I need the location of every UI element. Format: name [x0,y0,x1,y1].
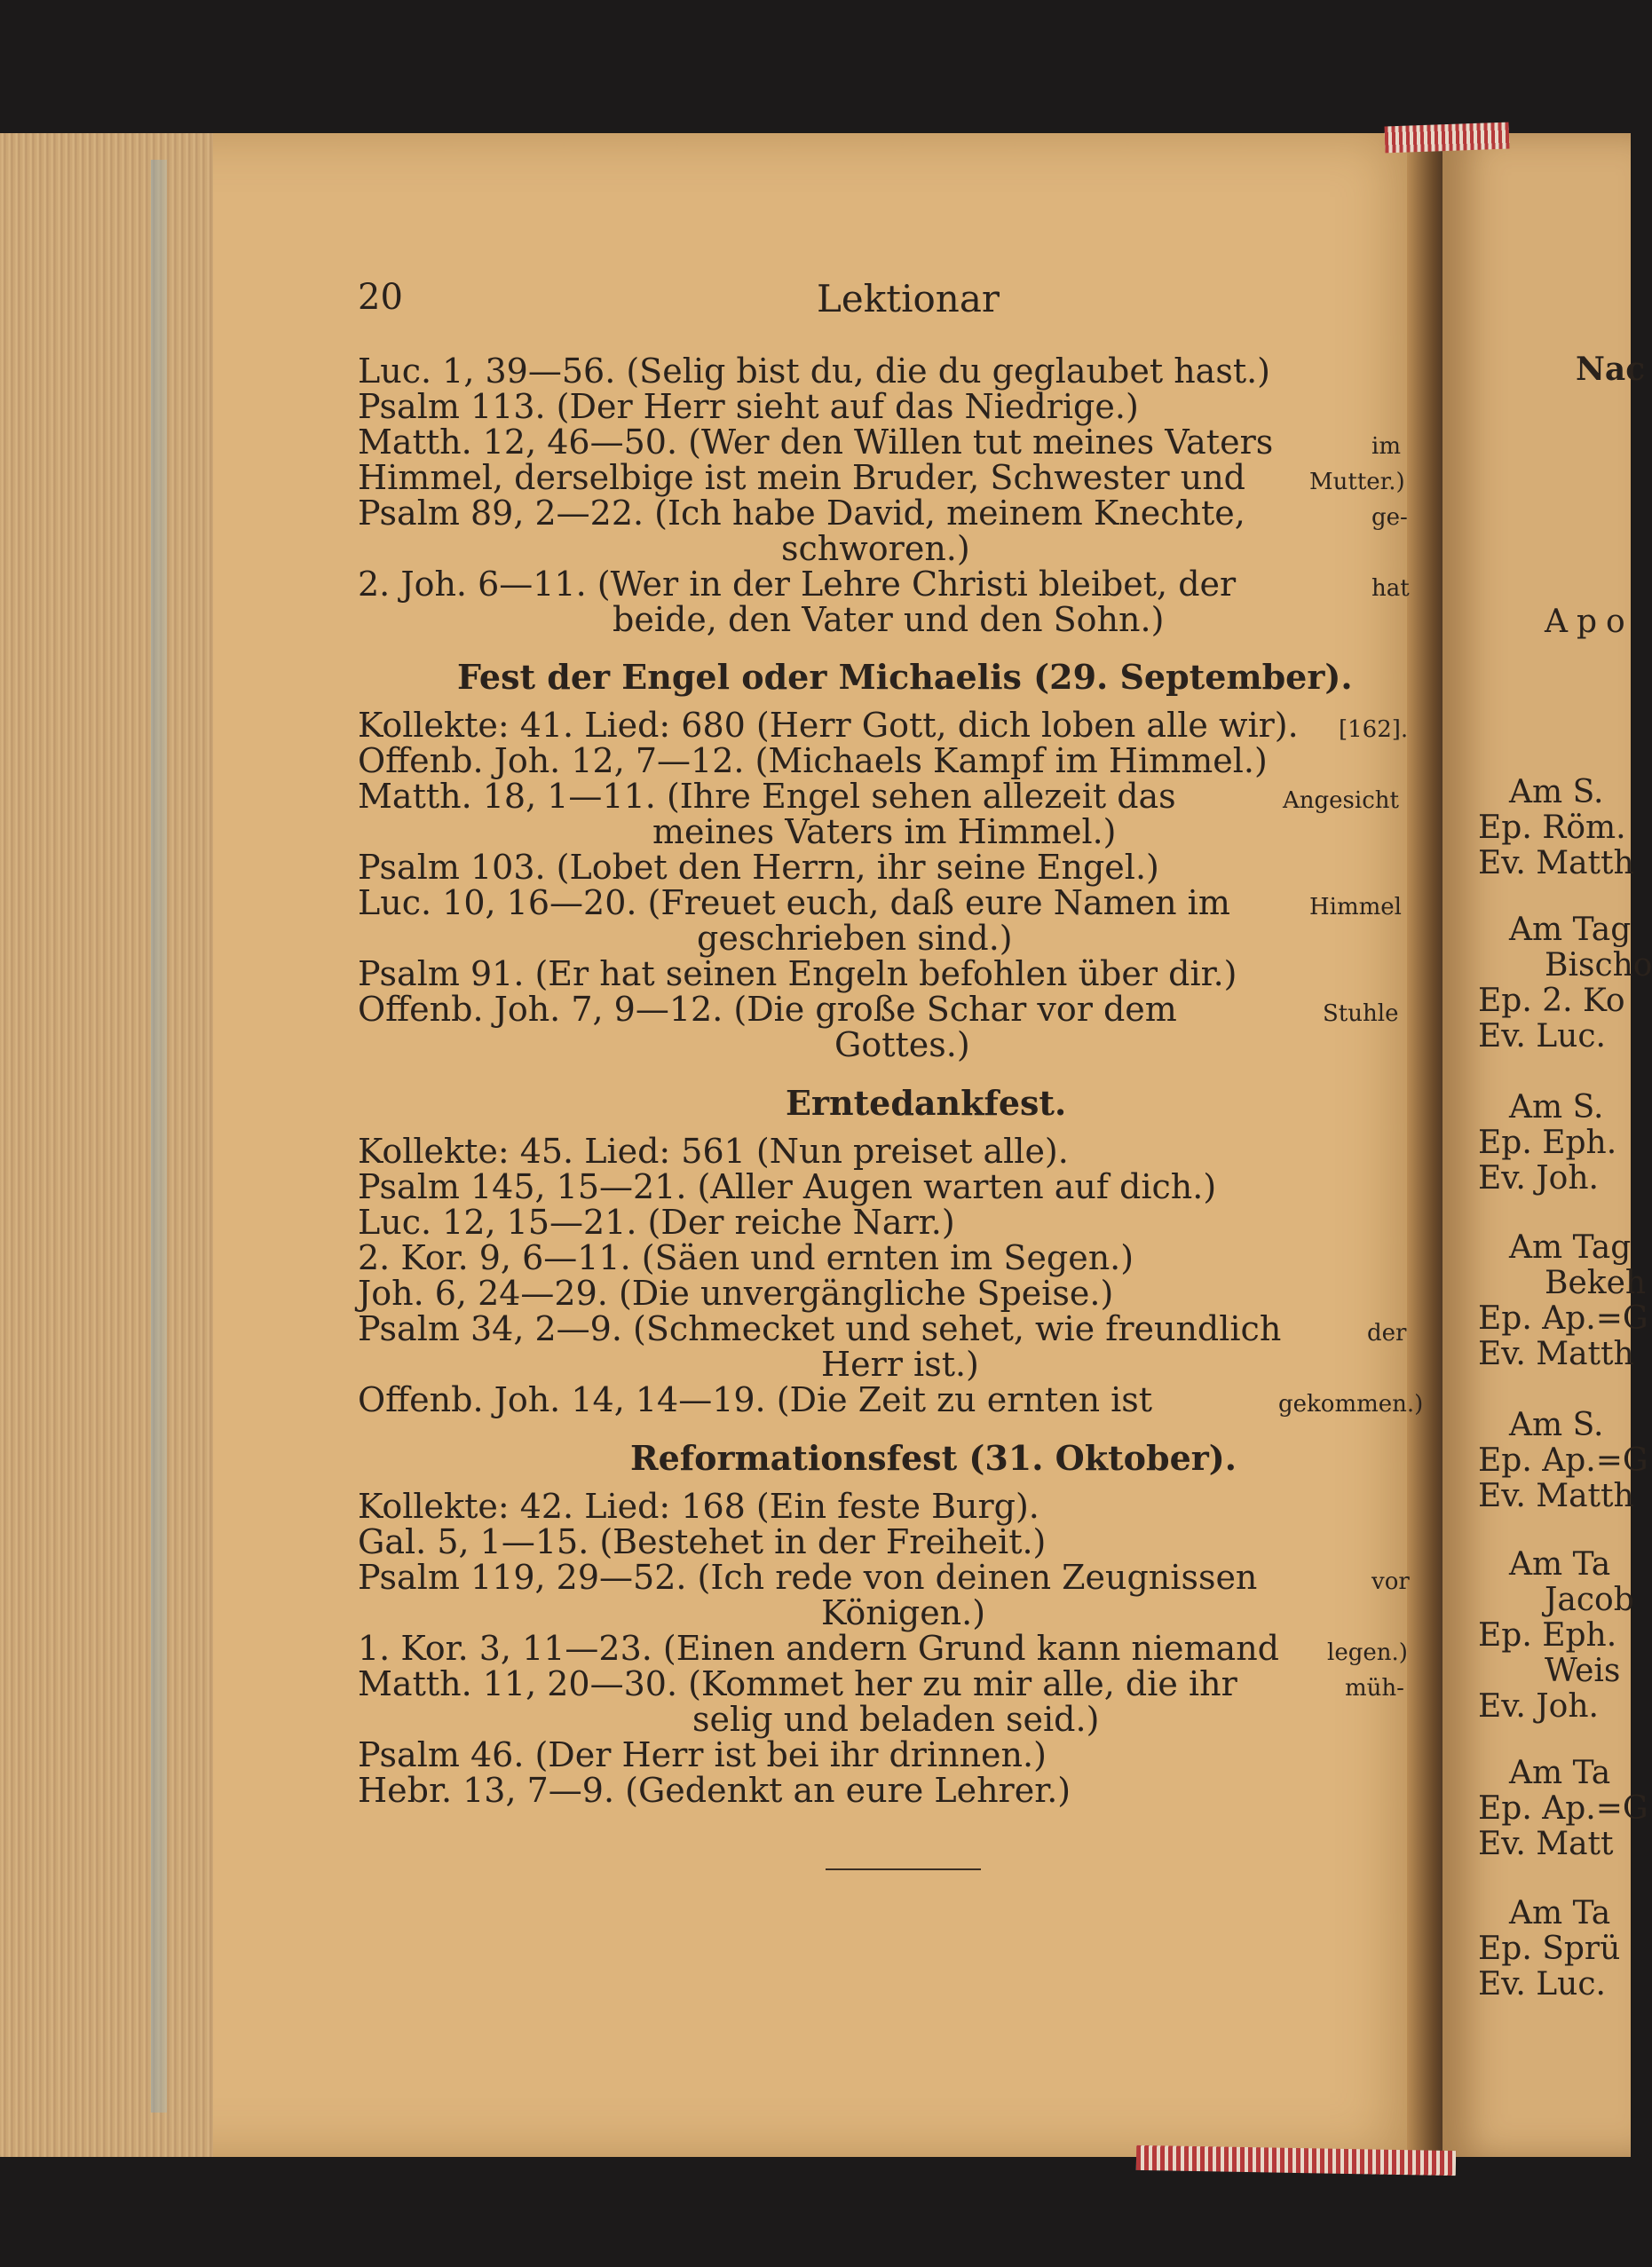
page-edges [0,133,213,2157]
entry-line: Offenb. Joh. 12, 7—12. (Michaels Kampf im Himmel.) [358,741,1268,780]
section-heading: Fest der Engel oder Michaelis (29. September). [457,657,1353,697]
entry-continuation: beide, den Vater und den Sohn.) [613,600,1165,639]
right-page-line: Ep. Ap.=G [1478,1790,1648,1827]
right-page-line: Bischo [1545,947,1652,983]
entry-line: Gal. 5, 1—15. (Bestehet in der Freiheit.) [358,1522,1047,1561]
entry-line: Luc. 12, 15—21. (Der reiche Narr.) [358,1203,955,1242]
entry-line: 2. Kor. 9, 6—11. (Säen und ernten im Segen.) [358,1238,1134,1277]
entry-line: Kollekte: 41. Lied: 680 (Herr Gott, dich loben alle wir). [358,706,1299,745]
entry-line-tail: [162]. [1339,716,1409,743]
right-page-line: Ev. Joh. [1478,1160,1599,1197]
entry-line-tail: im [1371,433,1401,460]
entry-line: Psalm 145, 15—21. (Aller Augen warten auf dich.) [358,1167,1217,1206]
right-page-line: Am Ta [1509,1895,1611,1931]
closing-rule [826,1868,981,1870]
running-title: Lektionar [817,277,1000,320]
entry-continuation: meines Vaters im Himmel.) [652,812,1117,851]
right-page-line: Am Tag [1509,1229,1632,1266]
entry-continuation: Gottes.) [834,1025,970,1064]
entry-continuation: geschrieben sind.) [697,919,1013,958]
entry-line: Offenb. Joh. 14, 14—19. (Die Zeit zu ernten ist [358,1380,1153,1419]
entry-line-tail: hat [1371,575,1410,602]
right-page-line: Ev. Matt [1478,1826,1614,1862]
entry-line: Psalm 103. (Lobet den Herrn, ihr seine Engel.) [358,848,1159,887]
entry-line-tail: legen.) [1327,1639,1408,1666]
entry-line: 2. Joh. 6—11. (Wer in der Lehre Christi bleibet, der [358,565,1237,604]
entry-line: Matth. 18, 1—11. (Ihre Engel sehen allezeit das [358,777,1176,816]
entry-line-tail: Mutter.) [1309,469,1405,495]
right-page-line: Ev. Matth [1478,845,1634,881]
entry-line: Offenb. Joh. 7, 9—12. (Die große Schar vor dem [358,990,1177,1029]
headband-bottom [1136,2145,1456,2176]
entry-line: Luc. 10, 16—20. (Freuet euch, daß eure Namen im [358,883,1230,922]
entry-line: Psalm 113. (Der Herr sieht auf das Niedrige.) [358,387,1139,426]
right-page-line: Ep. Eph. [1478,1617,1617,1654]
right-page-heading: Nac [1576,351,1646,388]
entry-line: Himmel, derselbige ist mein Bruder, Schwester und [358,458,1245,497]
right-page-line: Ep. 2. Ko [1478,983,1625,1019]
right-page-line: Am S. [1509,1407,1604,1443]
page-number: 20 [358,277,403,318]
section-heading: Reformationsfest (31. Oktober). [630,1438,1237,1478]
right-page-heading: Apo [1545,604,1634,640]
entry-line-tail: Stuhle [1323,1000,1399,1027]
right-page-line: Ev. Luc. [1478,1018,1606,1055]
entry-line: Psalm 91. (Er hat seinen Engeln befohlen über dir.) [358,954,1237,993]
right-page-line: Am Ta [1509,1755,1611,1791]
section-heading: Erntedankfest. [786,1083,1067,1123]
entry-continuation: Herr ist.) [821,1345,979,1384]
right-page-line: Ev. Matth [1478,1478,1634,1514]
right-page-line: Am Tag [1509,912,1632,948]
entry-line-tail: vor [1371,1568,1410,1595]
entry-continuation: selig und beladen seid.) [692,1700,1100,1739]
right-page-line: Ep. Eph. [1478,1125,1617,1161]
right-page-line: Am Ta [1509,1546,1611,1583]
page-edge-tint [151,160,167,2113]
right-page-line: Ep. Röm. [1478,810,1626,846]
entry-line: Kollekte: 42. Lied: 168 (Ein feste Burg). [358,1487,1039,1526]
entry-line: Psalm 89, 2—22. (Ich habe David, meinem Knechte, [358,494,1245,533]
entry-line: Hebr. 13, 7—9. (Gedenkt an eure Lehrer.) [358,1771,1071,1810]
headband-top [1385,122,1510,154]
entry-line: Psalm 34, 2—9. (Schmecket und sehet, wie freundlich [358,1309,1282,1348]
right-page-line: Ep. Ap.=G [1478,1442,1648,1479]
right-page-line: Weis [1545,1653,1621,1689]
entry-line: 1. Kor. 3, 11—23. (Einen andern Grund kann niemand [358,1629,1280,1668]
entry-line: Luc. 1, 39—56. (Selig bist du, die du geglaubet hast.) [358,352,1271,391]
entry-line-tail: ge- [1371,504,1408,531]
entry-continuation: Königen.) [821,1593,986,1632]
entry-line-tail: gekommen.) [1278,1391,1424,1418]
entry-line: Matth. 11, 20—30. (Kommet her zu mir alle, die ihr [358,1664,1237,1703]
entry-line: Psalm 46. (Der Herr ist bei ihr drinnen.) [358,1735,1047,1774]
entry-line: Joh. 6, 24—29. (Die unvergängliche Speise.) [358,1274,1114,1313]
entry-continuation: schworen.) [781,529,970,568]
entry-line-tail: Himmel [1309,894,1402,920]
entry-line: Matth. 12, 46—50. (Wer den Willen tut meines Vaters [358,423,1274,462]
right-page-line: Ev. Joh. [1478,1688,1599,1725]
entry-line: Kollekte: 45. Lied: 561 (Nun preiset alle). [358,1132,1069,1171]
entry-line: Psalm 119, 29—52. (Ich rede von deinen Zeugnissen [358,1558,1258,1597]
entry-line-tail: Angesicht [1283,787,1399,814]
right-page-line: Am S. [1509,1089,1604,1126]
right-page-line: Jacob [1545,1582,1634,1618]
right-page-line: Ev. Matth [1478,1336,1634,1372]
entry-line-tail: der [1367,1320,1407,1347]
right-page-line: Ep. Sprü [1478,1931,1621,1967]
right-page-line: Ep. Ap.=G [1478,1300,1648,1337]
entry-line-tail: müh- [1345,1675,1404,1702]
right-page-line: Ev. Luc. [1478,1966,1606,2002]
right-page-line: Am S. [1509,774,1604,810]
right-page-line: Bekeh [1545,1265,1647,1301]
